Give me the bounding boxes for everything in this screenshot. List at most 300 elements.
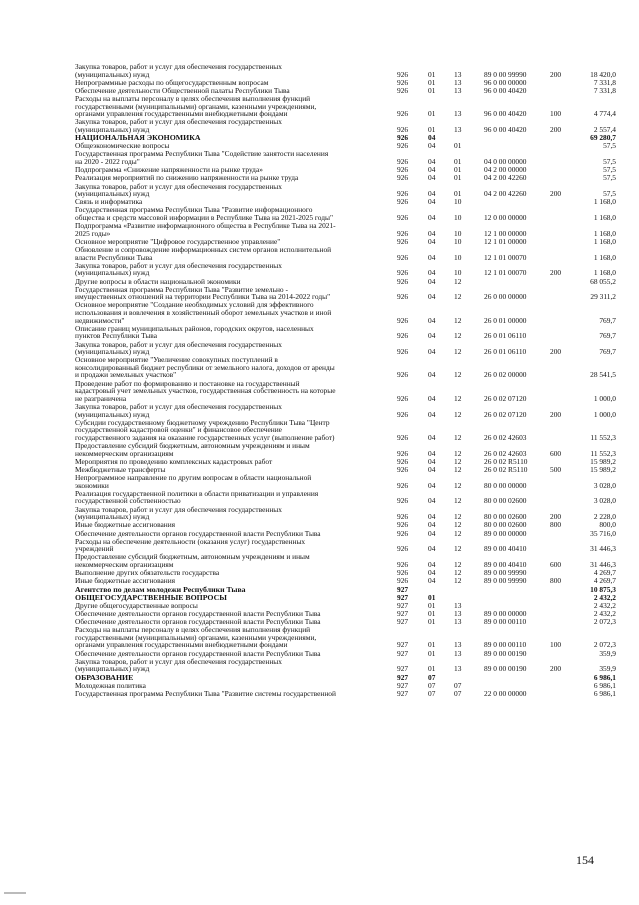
table-row <box>0 301 639 324</box>
target-article-code: 26 0 02 00000 <box>484 370 527 380</box>
target-article-code: 26 0 01 06110 <box>484 331 527 341</box>
target-article-code: 96 0 00 40420 <box>484 124 527 134</box>
subsection-code: 01 <box>454 173 462 183</box>
ministry-code: 926 <box>397 141 409 151</box>
description-line: Общеэкономические вопросы <box>75 141 170 151</box>
table-row <box>0 553 639 568</box>
description-line: на 2020 - 2022 годы" <box>75 157 140 167</box>
subsection-code: 12 <box>454 544 462 554</box>
target-article-code: 89 0 00 00190 <box>484 648 527 658</box>
description-line: Обеспечение деятельности органов государственной власти Республики Тыва <box>75 528 321 538</box>
ministry-code: 926 <box>397 109 409 119</box>
target-article-code: 26 0 01 00000 <box>484 315 527 325</box>
subsection-code: 12 <box>454 456 462 466</box>
target-article-code: 80 0 00 02600 <box>484 496 527 506</box>
amount: 2 072,3 <box>593 617 616 627</box>
section-code: 01 <box>428 69 436 79</box>
subsection-code: 13 <box>454 664 462 674</box>
row-description <box>75 658 393 673</box>
section-code: 01 <box>428 608 436 618</box>
description-line: Описание границ муниципальных районов, городских округов, населенных <box>75 323 314 333</box>
target-article-code: 80 0 00 02600 <box>484 512 527 522</box>
ministry-code: 926 <box>397 157 409 167</box>
section-code: 04 <box>428 197 436 207</box>
ministry-code: 927 <box>397 672 409 682</box>
subsection-code: 13 <box>454 640 462 650</box>
section-code: 04 <box>428 292 436 302</box>
amount: 7 331,8 <box>593 77 616 87</box>
subsection-code: 13 <box>454 608 462 618</box>
subsection-code: 13 <box>454 124 462 134</box>
amount: 1 168,0 <box>593 212 616 222</box>
description-line: (муниципальных) нужд <box>75 69 150 79</box>
expense-type-code: 200 <box>550 347 562 357</box>
subsection-code: 12 <box>454 480 462 490</box>
table-row <box>0 183 639 198</box>
description-line: (муниципальных) нужд <box>75 189 150 199</box>
target-article-code: 12 1 01 00070 <box>484 268 527 278</box>
row-description <box>75 419 393 442</box>
description-line: Проведение работ по формированию и постановке на государственный <box>75 378 300 388</box>
section-code: 04 <box>428 347 436 357</box>
description-line: (муниципальных) нужд <box>75 268 150 278</box>
description-line: Обеспечение деятельности органов государственной власти Республики Тыва <box>75 608 321 618</box>
amount: 68 055,2 <box>590 276 616 286</box>
section-code: 01 <box>428 617 436 627</box>
subsection-code: 12 <box>454 512 462 522</box>
amount: 3 028,0 <box>593 480 616 490</box>
description-line: некоммерческим организациям <box>75 448 174 458</box>
table-row <box>0 341 639 356</box>
section-code: 01 <box>428 600 436 610</box>
row-description <box>75 586 393 594</box>
expense-type-code: 200 <box>550 268 562 278</box>
description-line: Закупка товаров, работ и услуг для обеспечения государственных <box>75 62 282 71</box>
subsection-code: 07 <box>454 688 462 698</box>
subsection-code: 01 <box>454 157 462 167</box>
subsection-code: 12 <box>454 560 462 570</box>
row-description <box>75 626 393 649</box>
row-description <box>75 403 393 418</box>
target-article-code: 26 0 02 07120 <box>484 393 527 403</box>
target-article-code: 89 0 00 99990 <box>484 568 527 578</box>
description-line: ОБЩЕГОСУДАРСТВЕННЫЕ ВОПРОСЫ <box>75 592 227 602</box>
ministry-code: 926 <box>397 212 409 222</box>
description-line: Закупка товаров, работ и услуг для обеспечения государственных <box>75 260 282 270</box>
section-code: 04 <box>428 212 436 222</box>
target-article-code: 22 0 00 00000 <box>484 688 527 698</box>
ministry-code: 926 <box>397 77 409 87</box>
ministry-code: 927 <box>397 600 409 610</box>
ministry-code: 926 <box>397 268 409 278</box>
ministry-code: 926 <box>397 197 409 207</box>
target-article-code: 89 0 00 00110 <box>484 640 527 650</box>
description-line: Основное мероприятие "Создание необходимых условий для эффективного <box>75 300 314 310</box>
target-article-code: 89 0 00 00000 <box>484 608 527 618</box>
description-line: Расходы на выплаты персоналу в целях обеспечения выполнения функций <box>75 94 311 104</box>
amount: 1 168,0 <box>593 236 616 246</box>
ministry-code: 926 <box>397 124 409 134</box>
amount: 769,7 <box>599 331 616 341</box>
section-code: 04 <box>428 228 436 238</box>
target-article-code: 26 0 02 07120 <box>484 409 527 419</box>
amount: 1 168,0 <box>593 197 616 207</box>
description-line: не разграничена <box>75 393 127 403</box>
amount: 1 168,0 <box>593 252 616 262</box>
description-line: Мероприятия по проведению комплексных кадастровых работ <box>75 456 273 466</box>
section-code: 04 <box>428 157 436 167</box>
ministry-code: 927 <box>397 592 409 602</box>
description-line: государственной собственностью <box>75 496 181 506</box>
expense-type-code: 100 <box>550 640 562 650</box>
section-code: 04 <box>428 268 436 278</box>
subsection-code: 12 <box>454 370 462 380</box>
description-line: общества и средств массовой информации в Республике Тыва на 2021-2025 годы" <box>75 212 333 222</box>
description-line: Закупка товаров, работ и услуг для обеспечения государственных <box>75 181 282 191</box>
amount: 4 269,7 <box>593 576 616 586</box>
description-line: Иные бюджетные ассигнования <box>75 520 176 530</box>
expense-type-code: 100 <box>550 109 562 119</box>
description-line: Обеспечение деятельности органов государственной власти Республики Тыва <box>75 617 321 627</box>
ministry-code: 927 <box>397 688 409 698</box>
section-code: 04 <box>428 370 436 380</box>
description-line: органами управления государственными внебюджетными фондами <box>75 640 288 650</box>
subsection-code: 12 <box>454 568 462 578</box>
amount: 11 552,3 <box>590 432 616 442</box>
target-article-code: 89 0 00 00000 <box>484 528 527 538</box>
section-code: 04 <box>428 456 436 466</box>
expense-type-code: 200 <box>550 409 562 419</box>
description-line: Государственная программа Республики Тыва "Содействие занятости населения <box>75 149 329 159</box>
target-article-code: 26 0 02 42603 <box>484 432 527 442</box>
subsection-code: 01 <box>454 189 462 199</box>
subsection-code: 01 <box>454 165 462 175</box>
section-code: 04 <box>428 432 436 442</box>
scan-edge-mark <box>4 892 26 894</box>
subsection-code: 12 <box>454 331 462 341</box>
description-line: Обновление и сопровождение информационных систем органов исполнительной <box>75 245 332 255</box>
description-line: власти Республики Тыва <box>75 252 153 262</box>
amount: 1 000,0 <box>593 409 616 419</box>
row-description <box>75 530 393 538</box>
section-code: 07 <box>428 688 436 698</box>
description-line: (муниципальных) нужд <box>75 512 150 522</box>
ministry-code: 926 <box>397 276 409 286</box>
target-article-code: 12 0 00 00000 <box>484 212 527 222</box>
amount: 15 989,2 <box>590 465 616 474</box>
subsection-code: 10 <box>454 236 462 246</box>
ministry-code: 927 <box>397 664 409 674</box>
table-row <box>0 419 639 442</box>
subsection-code: 01 <box>454 141 462 151</box>
section-code: 04 <box>428 276 436 286</box>
ministry-code: 927 <box>397 680 409 690</box>
expense-type-code: 600 <box>550 448 562 458</box>
ministry-code: 926 <box>397 448 409 458</box>
target-article-code: 04 0 00 00000 <box>484 157 527 167</box>
table-row <box>0 658 639 673</box>
subsection-code: 13 <box>454 600 462 610</box>
description-line: Подпрограмма «Снижение напряженности на рынке труда» <box>75 165 263 175</box>
expense-type-code: 200 <box>550 512 562 522</box>
row-description <box>75 341 393 356</box>
target-article-code: 89 0 00 99990 <box>484 576 527 586</box>
ministry-code: 926 <box>397 292 409 302</box>
description-line: Закупка товаров, работ и услуг для обеспечения государственных <box>75 339 282 349</box>
ministry-code: 926 <box>397 133 409 143</box>
subsection-code: 07 <box>454 680 462 690</box>
table-row <box>0 690 639 698</box>
amount: 769,7 <box>599 347 616 357</box>
ministry-code: 927 <box>397 640 409 650</box>
description-line: (муниципальных) нужд <box>75 347 150 357</box>
description-line: Выполнение других обязательств государства <box>75 568 220 578</box>
ministry-code: 927 <box>397 608 409 618</box>
description-line: Агентство по делам молодежи Республики Тыва <box>75 584 246 594</box>
expense-type-code: 500 <box>550 465 562 474</box>
page-number: 154 <box>576 853 594 867</box>
table-row <box>0 150 639 165</box>
subsection-code: 13 <box>454 617 462 627</box>
row-description <box>75 474 393 489</box>
target-article-code: 26 0 02 42603 <box>484 448 527 458</box>
table-row <box>0 286 639 301</box>
description-line: и продажи земельных участков" <box>75 370 177 380</box>
target-article-code: 80 0 00 00000 <box>484 480 527 490</box>
ministry-code: 926 <box>397 252 409 262</box>
table-row <box>0 262 639 277</box>
row-description <box>75 246 393 261</box>
amount: 1 000,0 <box>593 393 616 403</box>
target-article-code: 26 0 02 R5110 <box>484 465 528 474</box>
subsection-code: 10 <box>454 268 462 278</box>
ministry-code: 926 <box>397 560 409 570</box>
row-description <box>75 301 393 324</box>
row-description <box>75 206 393 221</box>
section-code: 04 <box>428 331 436 341</box>
description-line: экономики <box>75 480 109 490</box>
section-code: 04 <box>428 236 436 246</box>
row-description <box>75 174 393 182</box>
description-line: Субсидии государственному бюджетному учреждению Республики Тыва "Центр <box>75 417 330 427</box>
description-line: имущественных отношений на территории Республики Тыва на 2014-2022 годы" <box>75 292 331 302</box>
subsection-code: 12 <box>454 496 462 506</box>
subsection-code: 13 <box>454 77 462 87</box>
row-description <box>75 356 393 379</box>
section-code: 04 <box>428 133 436 143</box>
ministry-code: 926 <box>397 480 409 490</box>
amount: 57,5 <box>603 189 616 199</box>
description-line: Другие общегосударственные вопросы <box>75 600 198 610</box>
amount: 31 446,3 <box>590 560 616 570</box>
table-row <box>0 380 639 403</box>
amount: 2 072,3 <box>593 640 616 650</box>
target-article-code: 89 0 00 40410 <box>484 544 527 554</box>
subsection-code: 12 <box>454 432 462 442</box>
row-description <box>75 222 393 237</box>
description-line: Закупка товаров, работ и услуг для обеспечения государственных <box>75 117 282 127</box>
table-row <box>0 490 639 505</box>
section-code: 01 <box>428 85 436 95</box>
ministry-code: 926 <box>397 512 409 522</box>
amount: 800,0 <box>599 520 616 530</box>
section-code: 04 <box>428 315 436 325</box>
ministry-code: 927 <box>397 617 409 627</box>
ministry-code: 927 <box>397 584 409 594</box>
target-article-code: 89 0 00 00110 <box>484 617 527 627</box>
description-line: Молодежная политика <box>75 680 146 690</box>
subsection-code: 10 <box>454 228 462 238</box>
row-description <box>75 490 393 505</box>
section-code: 01 <box>428 640 436 650</box>
table-row <box>0 674 639 682</box>
target-article-code: 26 0 00 00000 <box>484 292 527 302</box>
subsection-code: 13 <box>454 109 462 119</box>
description-line: учреждений <box>75 544 114 554</box>
amount: 359,9 <box>599 648 616 658</box>
description-line: недвижимости" <box>75 315 125 325</box>
description-line: использования и вовлечения в хозяйственный оборот земельных участков и иной <box>75 308 332 318</box>
subsection-code: 12 <box>454 465 462 474</box>
ministry-code: 926 <box>397 236 409 246</box>
subsection-code: 13 <box>454 69 462 79</box>
row-description <box>75 286 393 301</box>
subsection-code: 12 <box>454 315 462 325</box>
amount: 2 432,2 <box>593 592 616 602</box>
description-line: органами управления государственными внебюджетными фондами <box>75 109 288 119</box>
subsection-code: 12 <box>454 520 462 530</box>
row-description <box>75 380 393 403</box>
ministry-code: 926 <box>397 456 409 466</box>
ministry-code: 926 <box>397 370 409 380</box>
description-line: Обеспечение деятельности органов государственной власти Республики Тыва <box>75 648 321 658</box>
ministry-code: 926 <box>397 393 409 403</box>
amount: 359,9 <box>599 664 616 674</box>
row-description <box>75 150 393 165</box>
row-description <box>75 183 393 198</box>
section-code: 04 <box>428 189 436 199</box>
description-line: Государственная программа Республики Тыва "Развитие системы государственной <box>75 688 336 698</box>
row-description <box>75 325 393 340</box>
section-code: 07 <box>428 680 436 690</box>
subsection-code: 13 <box>454 648 462 658</box>
amount: 4 774,4 <box>593 109 616 119</box>
row-description <box>75 674 393 682</box>
description-line: ОБРАЗОВАНИЕ <box>75 672 134 682</box>
amount: 18 420,0 <box>590 69 616 79</box>
section-code: 04 <box>428 576 436 586</box>
description-line: Закупка товаров, работ и услуг для обеспечения государственных <box>75 504 282 514</box>
section-code: 01 <box>428 592 436 602</box>
amount: 2 228,0 <box>593 512 616 522</box>
subsection-code: 12 <box>454 276 462 286</box>
subsection-code: 10 <box>454 212 462 222</box>
description-line: Межбюджетные трансферты <box>75 465 166 474</box>
description-line: Реализация государственной политики в области приватизации и управления <box>75 488 319 498</box>
amount: 6 986,1 <box>593 672 616 682</box>
description-line: НАЦИОНАЛЬНАЯ ЭКОНОМИКА <box>75 133 201 143</box>
description-line: государственными (муниципальными) органами, казенными учреждениями, <box>75 101 317 111</box>
description-line: Расходы на выплаты персоналу в целях обеспечения выполнения функций <box>75 625 311 635</box>
amount: 15 989,2 <box>590 456 616 466</box>
section-code: 04 <box>428 465 436 474</box>
description-line: Обеспечение деятельности Общественной палаты Республики Тыва <box>75 85 290 95</box>
table-row <box>0 538 639 553</box>
row-description <box>75 442 393 457</box>
subsection-code: 12 <box>454 409 462 419</box>
table-row <box>0 325 639 340</box>
ministry-code: 926 <box>397 544 409 554</box>
amount: 6 986,1 <box>593 688 616 698</box>
description-line: некоммерческим организациям <box>75 560 174 570</box>
row-description <box>75 63 393 78</box>
target-article-code: 89 0 00 00190 <box>484 664 527 674</box>
subsection-code: 10 <box>454 197 462 207</box>
target-article-code: 12 1 01 00000 <box>484 236 527 246</box>
target-article-code: 96 0 00 00000 <box>484 77 527 87</box>
description-line: пунктов Республики Тыва <box>75 331 157 341</box>
section-code: 04 <box>428 165 436 175</box>
description-line: (муниципальных) нужд <box>75 409 150 419</box>
table-row <box>0 506 639 521</box>
table-row <box>0 442 639 457</box>
section-code: 04 <box>428 393 436 403</box>
section-code: 01 <box>428 664 436 674</box>
amount: 1 168,0 <box>593 268 616 278</box>
description-line: 2025 годы» <box>75 228 111 238</box>
table-row <box>0 278 639 286</box>
section-code: 01 <box>428 648 436 658</box>
amount: 2 432,2 <box>593 600 616 610</box>
section-code: 04 <box>428 496 436 506</box>
ministry-code: 926 <box>397 576 409 586</box>
ministry-code: 926 <box>397 189 409 199</box>
description-line: консолидированный бюджет республики от земельного налога, доходов от аренды <box>75 362 335 372</box>
target-article-code: 80 0 00 02600 <box>484 520 527 530</box>
description-line: государственными (муниципальными) органами, казенными учреждениями, <box>75 632 317 642</box>
description-line: Государственная программа Республики Тыва "Развитие земельно - <box>75 284 288 294</box>
expense-type-code: 200 <box>550 189 562 199</box>
expense-type-code: 800 <box>550 520 562 530</box>
amount: 7 331,8 <box>593 85 616 95</box>
description-line: (муниципальных) нужд <box>75 664 150 674</box>
table-row <box>0 63 639 78</box>
table-row <box>0 586 639 594</box>
row-description <box>75 538 393 553</box>
ministry-code: 926 <box>397 85 409 95</box>
section-code: 01 <box>428 77 436 87</box>
table-row <box>0 530 639 538</box>
subsection-code: 12 <box>454 528 462 538</box>
description-line: (муниципальных) нужд <box>75 124 150 134</box>
amount: 31 446,3 <box>590 544 616 554</box>
ministry-code: 926 <box>397 465 409 474</box>
subsection-code: 12 <box>454 292 462 302</box>
target-article-code: 12 1 01 00070 <box>484 252 527 262</box>
row-description <box>75 118 393 133</box>
amount: 11 552,3 <box>590 448 616 458</box>
ministry-code: 927 <box>397 648 409 658</box>
description-line: Подпрограмма «Развитие информационного общества в Республике Тыва на 2021- <box>75 221 336 231</box>
target-article-code: 04 2 00 00000 <box>484 165 527 175</box>
amount: 6 986,1 <box>593 680 616 690</box>
description-line: Основное мероприятие "Цифровое государственное управление" <box>75 236 281 246</box>
amount: 57,5 <box>603 157 616 167</box>
ministry-code: 926 <box>397 496 409 506</box>
description-line: государственной кадастровой оценки" и финансовое обеспечение <box>75 425 282 435</box>
target-article-code: 12 1 00 00000 <box>484 228 527 238</box>
target-article-code: 26 0 01 06110 <box>484 347 527 357</box>
